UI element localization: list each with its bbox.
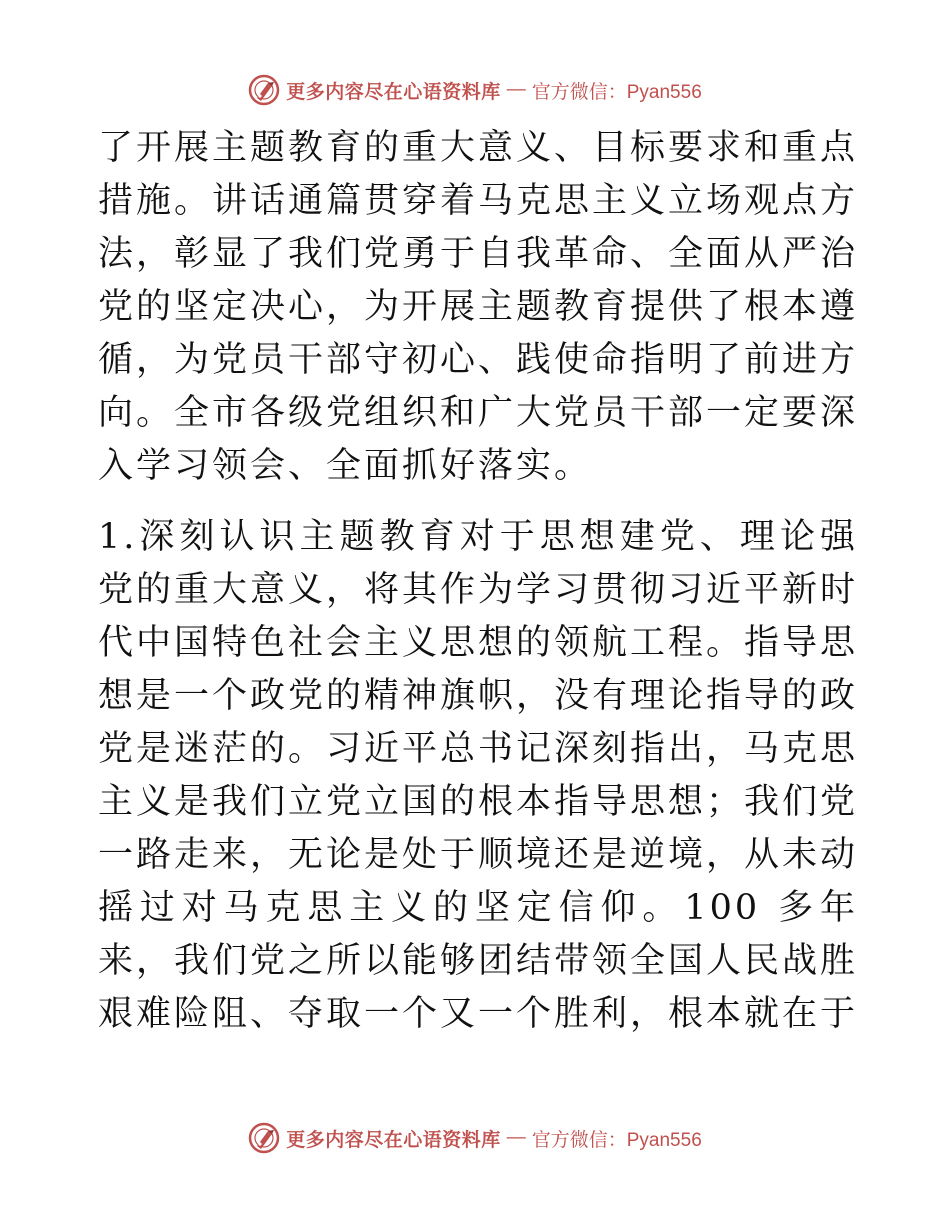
footer-banner-wechat: 官方微信：Pyan556 (531, 1129, 702, 1151)
pen-nib-logo-icon (248, 74, 280, 106)
footer-watermark-banner (0, 1118, 950, 1158)
paragraph: 了开展主题教育的重大意义、目标要求和重点措施。讲话通篇贯穿着马克思主义立场观点方法，彰显了我们党勇于自我革命、全面从严治党的坚定决心，为开展主题教育提供了根本遵循，为党员干部守初心、践使命指明了前进方向。全市各级党组织和广大党员干部一定要深入学习领会、全面抓好落实。 (98, 128, 859, 486)
paragraph: 1.深刻认识主题教育对于思想建党、理论强党的重大意义，将其作为学习贯彻习近平新时代中国特色社会主义思想的领航工程。指导思想是一个政党的精神旗帜，没有理论指导的政党是迷茫的。习近平总书记深刻指出，马克思主义是我们立党立国的根本指导思想；我们党一路走来，无论是处于顺境还是逆境，从未动摇过对马克思主义的坚定信仰。100 多年来，我们党之所以能够团结带领全国人民战胜艰难险阻、夺取一个又一个胜利，根本就在于 (98, 517, 859, 1034)
header-watermark-banner (0, 70, 950, 110)
header-banner-wechat: 官方微信：Pyan556 (531, 81, 702, 103)
header-banner-text: 更多内容尽在心语资料库 (286, 80, 501, 103)
footer-banner-text: 更多内容尽在心语资料库 (286, 1128, 501, 1151)
document-body (98, 122, 858, 1041)
header-banner-separator: — (506, 79, 526, 100)
pen-nib-logo-icon (248, 1122, 280, 1154)
footer-banner-content (248, 1122, 702, 1154)
header-banner-content (248, 74, 702, 106)
footer-banner-separator: — (506, 1127, 526, 1148)
